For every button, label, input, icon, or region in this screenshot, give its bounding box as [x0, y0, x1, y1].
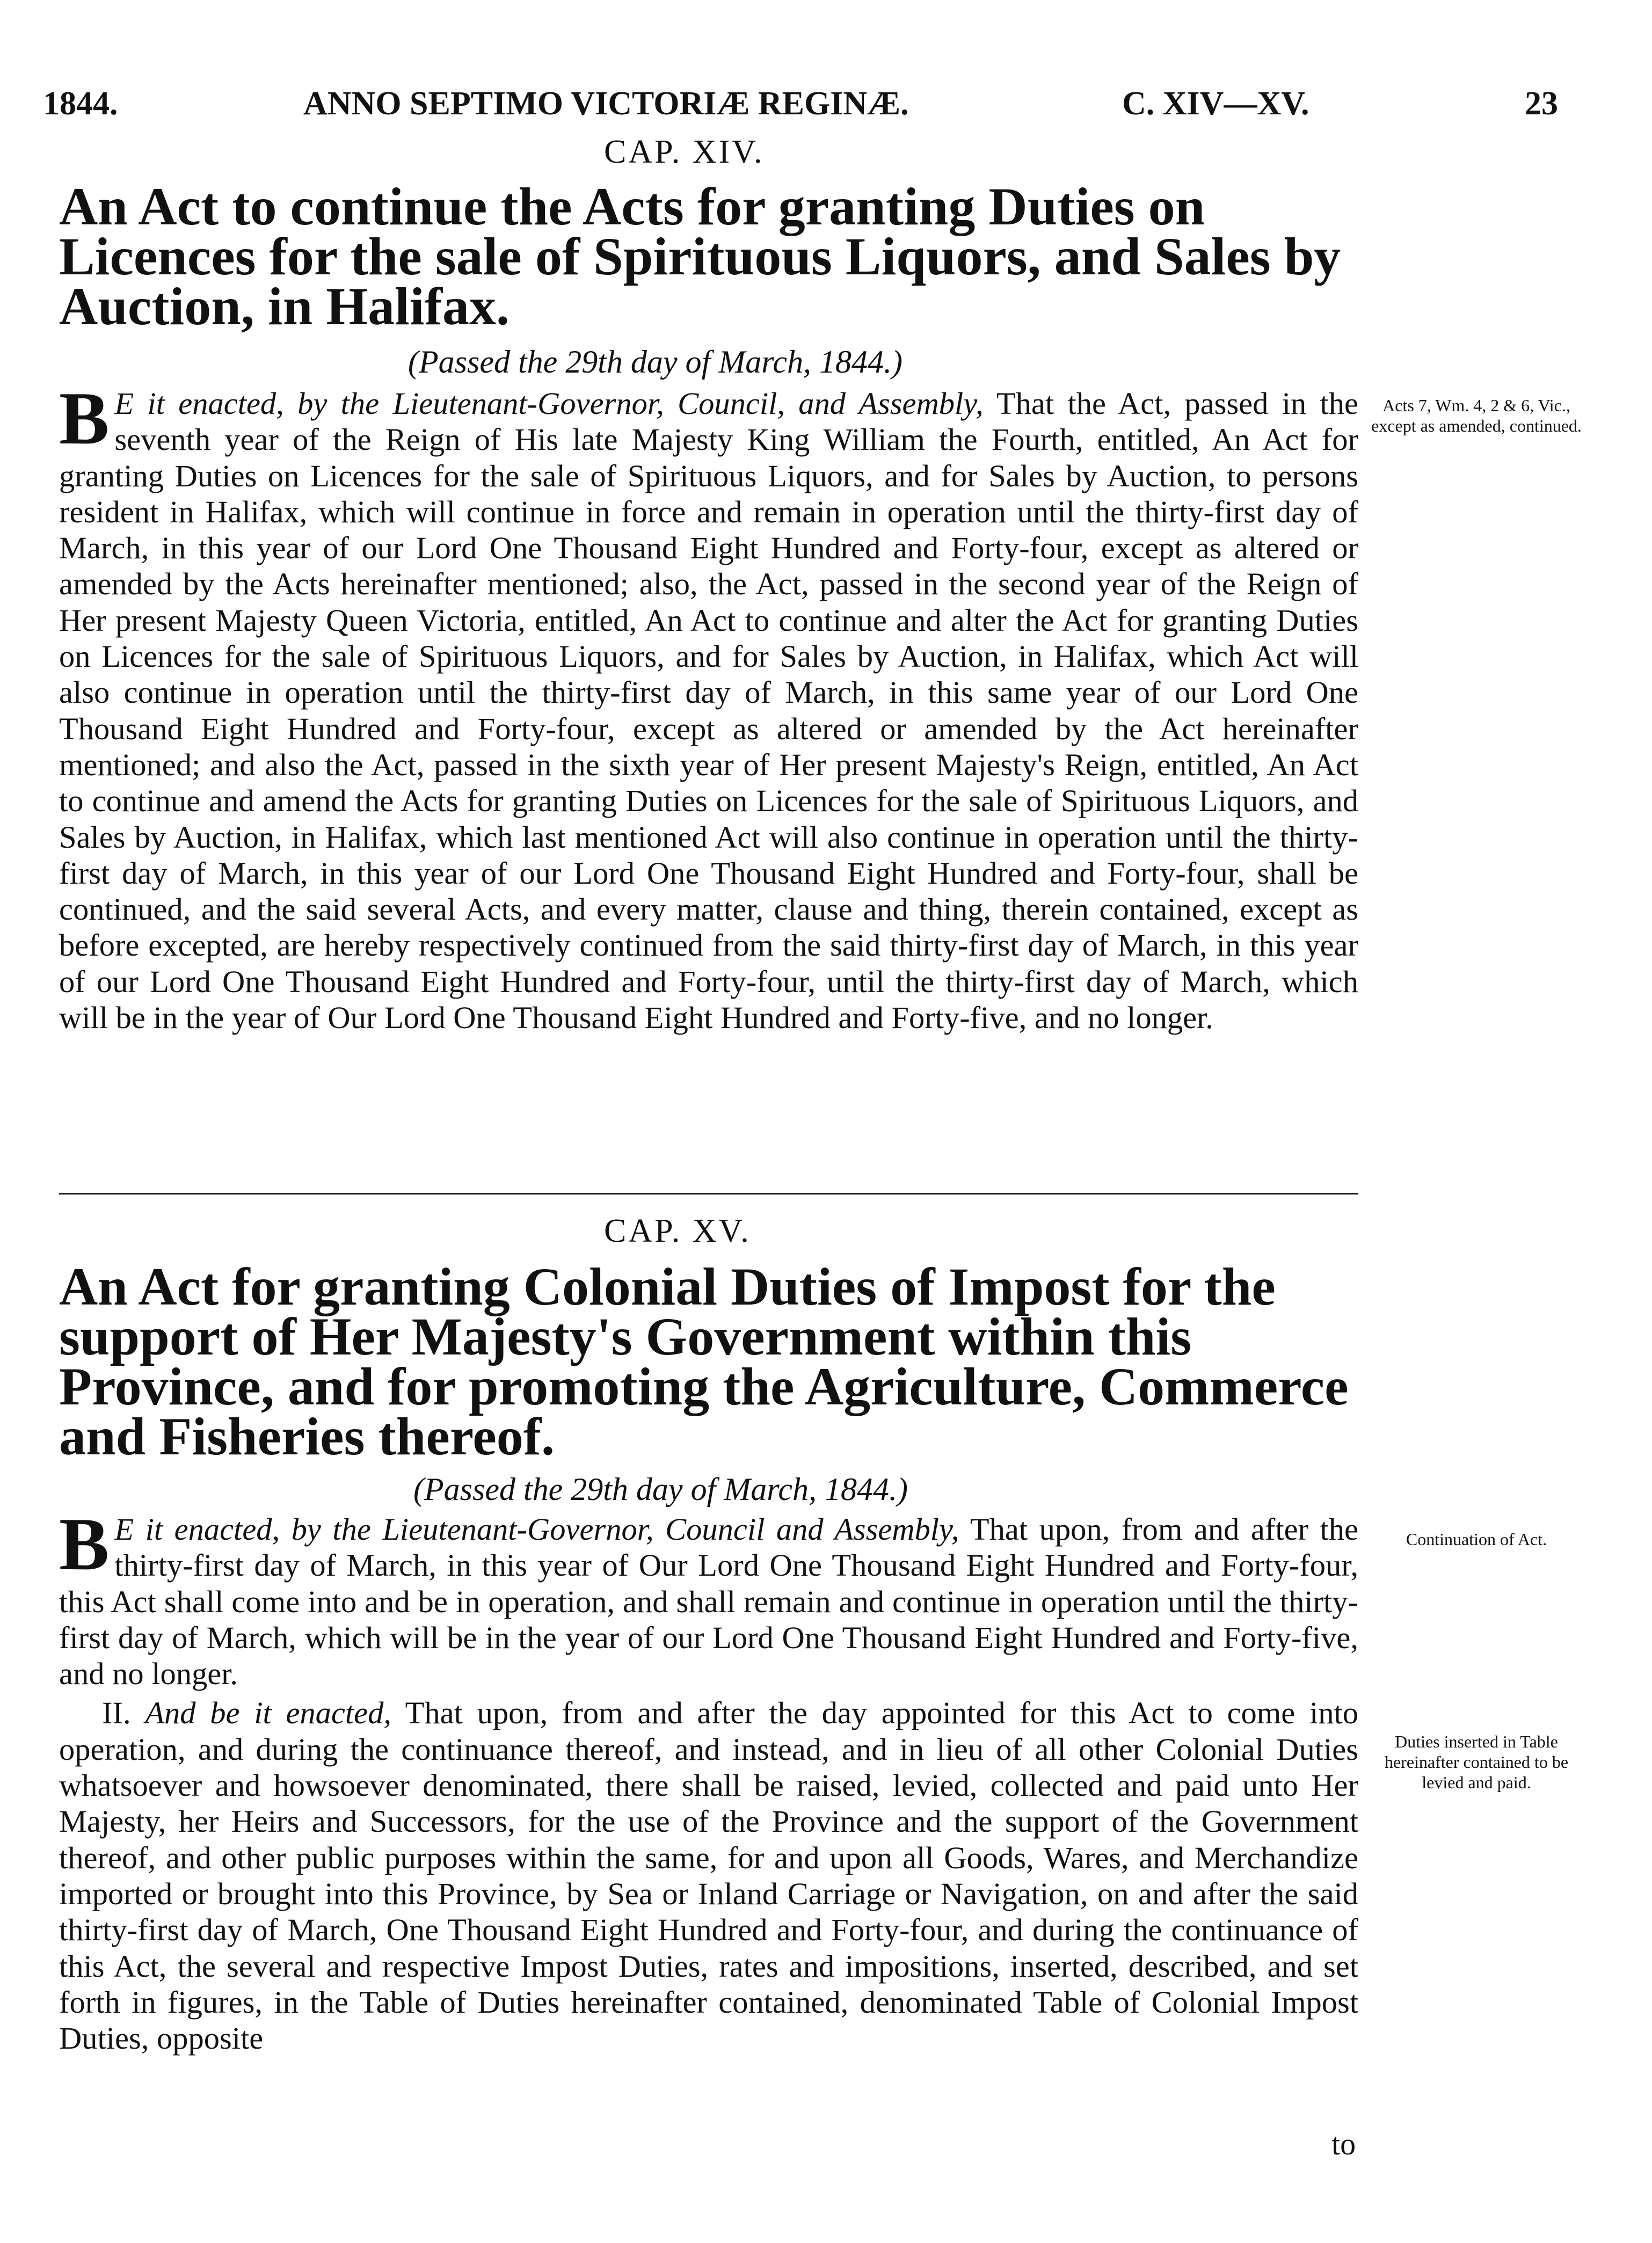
- cap-14-margin-note: Acts 7, Wm. 4, 2 & 6, Vic., except as amended, continued.: [1371, 396, 1582, 435]
- cap-15-passed-date: (Passed the 29th day of March, 1844.): [413, 1472, 908, 1507]
- cap-14-body: [59, 377, 1359, 1036]
- cap-14-label: CAP. XIV.: [604, 134, 765, 170]
- running-head-chapters: C. XIV—XV.: [1122, 85, 1309, 122]
- cap-15-dropcap: B: [59, 1503, 110, 1586]
- page-number: 23: [1525, 85, 1558, 122]
- cap-15-margin-note-duties: Duties inserted in Table hereinafter contained to be levied and paid.: [1384, 1732, 1569, 1792]
- cap-15-section-2: [59, 1695, 1358, 2056]
- running-head-title: ANNO SEPTIMO VICTORIÆ REGINÆ.: [303, 85, 909, 122]
- cap-15-enacting-clause: E it enacted, by the Lieutenant-Governor, Council and Assembly,: [114, 1512, 959, 1547]
- cap-14-dropcap: B: [59, 377, 110, 460]
- cap-15-body: [59, 1503, 1359, 2056]
- section-divider: [59, 1193, 1358, 1195]
- section-2-number: II.: [102, 1695, 131, 1731]
- cap-14-title: An Act to continue the Acts for granting Duties on Licences for the sale of Spirituous Liquors, and Sales by Auction, in Halifax.: [59, 177, 1341, 336]
- section-2-text: That upon, from and after the day appointed for this Act to come into operation, and during the continuance thereof, and instead, and in lieu of all other Colonial Duties whatsoever and howsoever denominated, there shall be raised, levied, collected and paid unto Her Majesty, her Heirs and Successors, for the use of the Province and the support of the Government thereof, and other public purposes within the same, for and upon all Goods, Wares, and Merchandize imported or brought into this Province, by Sea or Inland Carriage or Navigation, on and after the said thirty-first day of March, One Thousand Eight Hundred and Forty-four, and during the continuance of this Act, the several and respective Impost Duties, rates and impositions, inserted, described, and set forth in figures, in the Table of Duties hereinafter contained, denominated Table of Colonial Impost Duties, opposite: [59, 1695, 1359, 2056]
- cap-15-title: An Act for granting Colonial Duties of Impost for the support of Her Majesty's Government within this Province, and for promoting the Agriculture, Commerce and Fisheries thereof.: [59, 1257, 1349, 1466]
- catchword: to: [1331, 2127, 1356, 2161]
- cap-15-label: CAP. XV.: [604, 1213, 751, 1249]
- cap-15-margin-note-continuation: Continuation of Act.: [1406, 1530, 1547, 1549]
- cap-14-passed-date: (Passed the 29th day of March, 1844.): [408, 344, 903, 380]
- cap-15-text: That upon, from and after the thirty-first day of March, in this year of Our Lord One Thousand Eight Hundred and Forty-four, this Act shall come into and be in operation, and shall remain and continue in operation until the thirty-first day of March, which will be in the year of our Lord One Thousand Eight Hundred and Forty-five, and no longer.: [59, 1512, 1358, 1692]
- running-head-year: 1844.: [43, 85, 118, 122]
- section-2-opening: And be it enacted,: [145, 1695, 391, 1731]
- cap-14-enacting-clause: E it enacted, by the Lieutenant-Governor, Council, and Assembly,: [114, 386, 984, 421]
- cap-14-text: That the Act, passed in the seventh year of the Reign of His late Majesty King William the Fourth, entitled, An Act for granting Duties on Licences for the sale of Spirituous Liquors, and for Sales by Auction, to persons resident in Halifax, which will continue in force and remain in operation until the thirty-first day of March, in this year of our Lord One Thousand Eight Hundred and Forty-four, except as altered or amended by the Acts hereinafter mentioned; also, the Act, passed in the second year of the Reign of Her present Majesty Queen Victoria, entitled, An Act to continue and alter the Act for granting Duties on Licences for the sale of Spirituous Liquors, and for Sales by Auction, in Halifax, which Act will also continue in operation until the thirty-first day of March, in this same year of our Lord One Thousand Eight Hundred and Forty-four, except as altered or amended by the Act hereinafter mentioned; and also the Act, passed in the sixth year of Her present Majesty's Reign, entitled, An Act to continue and amend the Acts for granting Duties on Licences for the sale of Spirituous Liquors, and Sales by Auction, in Halifax, which last mentioned Act will also continue in operation until the thirty-first day of March, in this year of our Lord One Thousand Eight Hundred and Forty-four, shall be continued, and the said several Acts, and every matter, clause and thing, therein contained, except as before excepted, are hereby respectively continued from the said thirty-first day of March, in this year of our Lord One Thousand Eight Hundred and Forty-four, until the thirty-first day of March, which will be in the year of Our Lord One Thousand Eight Hundred and Forty-five, and no longer.: [59, 386, 1359, 1036]
